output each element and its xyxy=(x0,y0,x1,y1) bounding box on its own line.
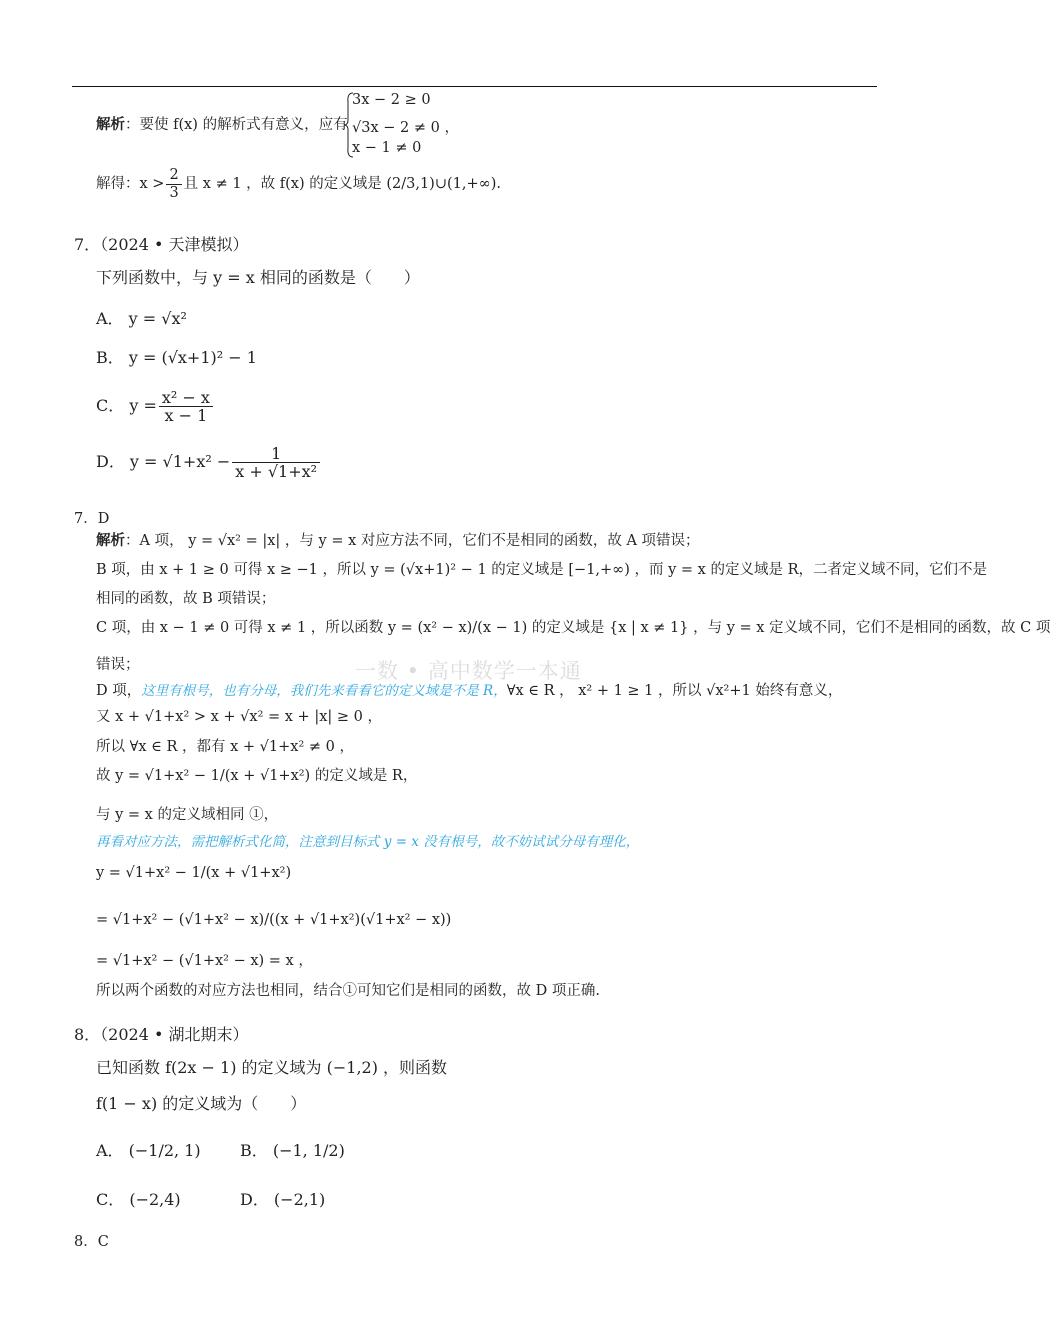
sol7-line-4: C 项，由 x − 1 ≠ 0 可得 x ≠ 1 ，所以函数 y = (x² − x)/(x − 1) 的定义域是 {x | x ≠ 1} ，与 y = x 定义域不同，它们不是相同的函数，故 C 项 xyxy=(96,620,1050,636)
sol6-sys2: √3x − 2 ≠ 0 ， xyxy=(352,120,459,136)
q8-option-b: B． (−1, 1/2) xyxy=(240,1141,345,1160)
fraction: $\frac{\text{x² − x}}{x - 1}$ xyxy=(159,389,213,424)
sol7-line-7: 又 x + √1+x² > x + √x² = x + |x| ≥ 0 ， xyxy=(96,709,382,725)
sol8-answer: 8．C xyxy=(74,1234,109,1250)
sol6-sys1: 3x − 2 ≥ 0 xyxy=(352,92,431,108)
sol7-answer: 7．D xyxy=(74,511,110,527)
q7-option-d: D． y = √1+x² − $\frac{1}{\text{x + √1+x²}}$ xyxy=(96,440,322,484)
sol7-line-9: 故 y = √1+x² − 1/(x + √1+x²) 的定义域是 R， xyxy=(96,768,418,784)
fraction: $\frac{2}{3}$ xyxy=(166,167,181,202)
sol7-line-6: D 项，这里有根号，也有分母，我们先来看看它的定义域是不是 R，∀x ∈ R ， x² + 1 ≥ 1 ，所以 √x²+1 始终有意义， xyxy=(96,683,843,699)
sol7-line-5: 错误； xyxy=(96,657,140,673)
sol7-line-10: 与 y = x 的定义域相同 ①， xyxy=(96,807,279,823)
sol7-line-12: y = √1+x² − 1/(x + √1+x²) xyxy=(96,865,292,881)
q8-option-c: C． (−2,4) xyxy=(96,1190,181,1209)
sol7-line-13: = √1+x² − (√1+x² − x)/((x + √1+x²)(√1+x² − x)) xyxy=(96,912,452,928)
sol6-result: 解得：x > $\frac{2}{3}$ 且 x ≠ 1 ，故 f(x) 的定义域是 (2/3,1)∪(1,+∞). xyxy=(96,166,501,201)
header-rule xyxy=(72,86,877,87)
q7-stem: 下列函数中，与 y = x 相同的函数是（ ） xyxy=(96,268,420,287)
q7-option-b: B． y = (√x+1)² − 1 xyxy=(96,348,257,367)
sol6-sys3: x − 1 ≠ 0 xyxy=(352,140,422,156)
annotation-text: 这里有根号，也有分母，我们先来看看它的定义域是不是 R， xyxy=(141,683,507,699)
q8-stem-1: 已知函数 f(2x − 1) 的定义域为 (−1,2) ，则函数 xyxy=(96,1058,448,1077)
sol7-line-3: 相同的函数，故 B 项错误； xyxy=(96,591,276,607)
sol6-label: 解析 xyxy=(96,116,125,133)
q7-header: 7．（2024 • 天津模拟） xyxy=(74,235,249,254)
sol7-line-8: 所以 ∀x ∈ R ，都有 x + √1+x² ≠ 0 ， xyxy=(96,739,354,755)
watermark: 一数 • 高中数学一本通 xyxy=(355,659,582,683)
q8-stem-2: f(1 − x) 的定义域为（ ） xyxy=(96,1094,307,1113)
sol7-line-15: 所以两个函数的对应方法也相同，结合①可知它们是相同的函数，故 D 项正确. xyxy=(96,983,600,999)
q7-option-a: A． y = √x² xyxy=(96,309,187,328)
sol6-intro: 解析：要使 f(x) 的解析式有意义，应有 xyxy=(96,116,348,133)
q8-option-d: D． (−2,1) xyxy=(240,1190,326,1209)
fraction: $\frac{1}{\text{x + √1+x²}}$ xyxy=(232,445,320,480)
q8-header: 8．（2024 • 湖北期末） xyxy=(74,1025,249,1044)
q7-option-c: C． y = $\frac{\text{x² − x}}{x - 1}$ xyxy=(96,386,215,426)
q8-option-a: A． (−1/2, 1) xyxy=(96,1141,201,1160)
sol7-line-1: 解析：A 项， y = √x² = |x| ，与 y = x 对应方法不同，它们不是相同的函数，故 A 项错误； xyxy=(96,532,700,549)
sol7-line-11: 再看对应方法，需把解析式化简，注意到目标式 y = x 没有根号，故不妨试试分母有理化， xyxy=(96,834,640,850)
sol7-line-14: = √1+x² − (√1+x² − x) = x ， xyxy=(96,953,313,969)
sol7-line-2: B 项，由 x + 1 ≥ 0 可得 x ≥ −1 ，所以 y = (√x+1)² − 1 的定义域是 [−1,+∞) ，而 y = x 的定义域是 R，二者定义域不同，它们不是 xyxy=(96,562,987,578)
